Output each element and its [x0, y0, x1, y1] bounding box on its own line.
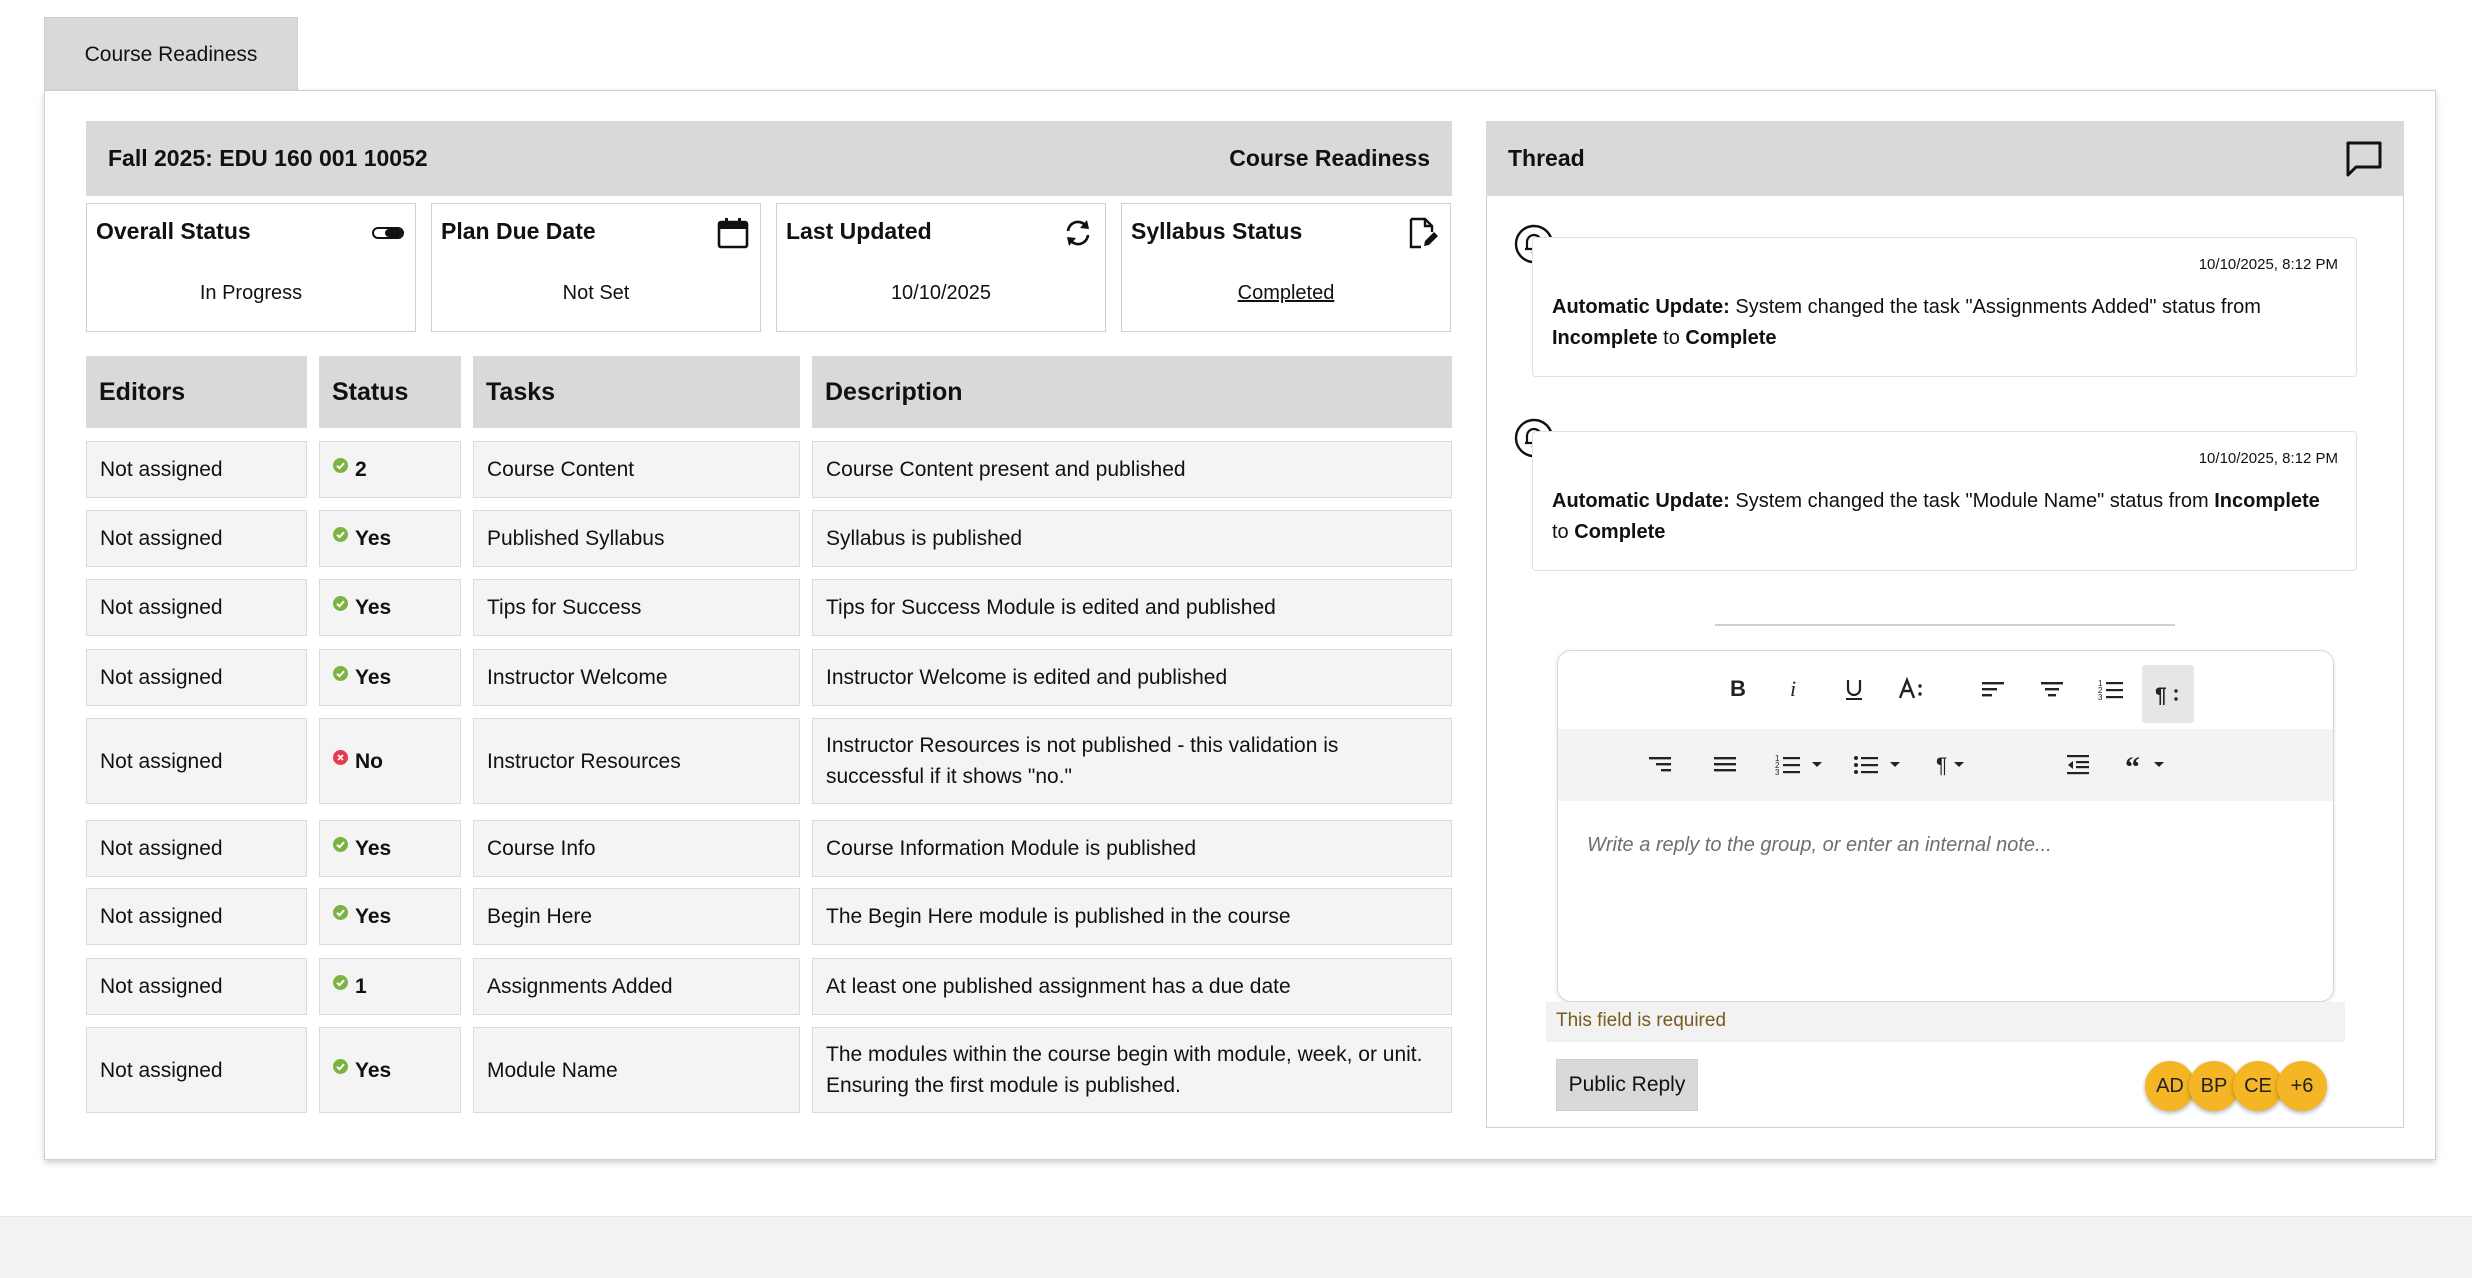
- section-label: Course Readiness: [1229, 145, 1430, 171]
- message-time: 10/10/2025, 8:12 PM: [2198, 450, 2338, 467]
- editor-cell: Not assigned: [86, 718, 307, 804]
- card-title: Syllabus Status: [1131, 218, 1303, 244]
- thread-message: [1532, 431, 2357, 571]
- ordered-list-dropdown[interactable]: [1770, 744, 1834, 784]
- status-cell: [319, 718, 461, 804]
- bullet-list-dropdown[interactable]: [1848, 744, 1912, 784]
- course-title: Fall 2025: EDU 160 001 10052: [108, 145, 428, 171]
- status-value: Yes: [355, 905, 392, 928]
- refresh-icon[interactable]: [1061, 216, 1095, 250]
- file-edit-icon: [1406, 216, 1440, 250]
- paragraph-style-dropdown[interactable]: [1930, 744, 1994, 784]
- align-right-button[interactable]: [1640, 744, 1680, 784]
- editor-cell: Not assigned: [86, 579, 307, 636]
- reply-input[interactable]: Write a reply to the group, or enter an internal note...: [1587, 834, 2052, 856]
- validation-error: This field is required: [1556, 1010, 1727, 1031]
- svg-text:“: “: [2125, 751, 2140, 777]
- svg-text:3: 3: [2098, 693, 2103, 702]
- card-title: Plan Due Date: [441, 218, 596, 244]
- message-text: Automatic Update: System changed the task "Module Name" status from Incomplete to Complete: [1552, 490, 2320, 543]
- header-description: Description: [812, 356, 1452, 428]
- status-cell: [319, 820, 461, 877]
- status-cell: [319, 441, 461, 498]
- italic-button[interactable]: [1774, 669, 1814, 709]
- underline-button[interactable]: [1834, 669, 1874, 709]
- header-status: Status: [319, 356, 461, 428]
- message-text: Automatic Update: System changed the task "Assignments Added" status from Incomplete to Complete: [1552, 296, 2261, 349]
- editor-cell: Not assigned: [86, 441, 307, 498]
- status-value: 2: [355, 458, 367, 481]
- check-circle-icon: [333, 905, 348, 920]
- editor-cell: Not assigned: [86, 1027, 307, 1113]
- description-cell: At least one published assignment has a due date: [812, 958, 1452, 1015]
- description-cell: The modules within the course begin with module, week, or unit. Ensuring the first module is published.: [812, 1027, 1452, 1113]
- svg-text:2: 2: [2098, 686, 2103, 695]
- outdent-button[interactable]: [2058, 744, 2098, 784]
- paragraph-format-button[interactable]: [2142, 665, 2194, 723]
- editor-toolbar-row-1: [1558, 651, 2333, 729]
- card-value: 10/10/2025: [890, 282, 992, 304]
- check-circle-icon: [333, 666, 348, 681]
- svg-text:3: 3: [1775, 768, 1780, 777]
- status-value: No: [355, 749, 383, 773]
- description-cell: Instructor Welcome is edited and published: [812, 649, 1452, 706]
- task-cell: Instructor Welcome: [473, 649, 800, 706]
- overall-status-card: [86, 203, 416, 332]
- thread-message: [1532, 237, 2357, 377]
- thread-header: [1486, 121, 2404, 196]
- reply-editor: [1557, 650, 2334, 1002]
- avatar[interactable]: AD: [2145, 1061, 2195, 1111]
- align-justify-button[interactable]: [1705, 744, 1745, 784]
- svg-text:¶: ¶: [2155, 684, 2167, 707]
- header-editors: Editors: [86, 356, 307, 428]
- description-cell: The Begin Here module is published in the course: [812, 888, 1452, 945]
- toggle-icon: [371, 216, 405, 250]
- status-cell: [319, 510, 461, 567]
- status-cell: [319, 958, 461, 1015]
- check-circle-icon: [333, 975, 348, 990]
- editor-cell: Not assigned: [86, 888, 307, 945]
- status-value: Yes: [355, 837, 392, 860]
- card-value: In Progress: [199, 282, 303, 304]
- bold-button[interactable]: [1716, 669, 1756, 709]
- numbered-list-button[interactable]: [2091, 669, 2131, 709]
- task-cell: Begin Here: [473, 888, 800, 945]
- avatar[interactable]: BP: [2189, 1061, 2239, 1111]
- plan-due-date-card: [431, 203, 761, 332]
- description-cell: Instructor Resources is not published - this validation is successful if it shows "no.": [812, 718, 1452, 804]
- status-value: Yes: [355, 527, 392, 550]
- svg-text:1: 1: [1775, 754, 1780, 763]
- last-updated-card: [776, 203, 1106, 332]
- editor-cell: Not assigned: [86, 958, 307, 1015]
- svg-text:B: B: [1730, 676, 1746, 701]
- card-value: Not Set: [562, 282, 630, 304]
- check-circle-icon: [333, 458, 348, 473]
- svg-text:¶: ¶: [1936, 754, 1948, 777]
- task-cell: Tips for Success: [473, 579, 800, 636]
- status-value: Yes: [355, 1058, 392, 1082]
- error-circle-icon: [333, 750, 348, 765]
- status-value: Yes: [355, 596, 392, 619]
- description-cell: Course Content present and published: [812, 441, 1452, 498]
- editor-cell: Not assigned: [86, 649, 307, 706]
- align-center-button[interactable]: [2032, 669, 2072, 709]
- syllabus-status-link[interactable]: Completed: [1237, 282, 1335, 304]
- chat-icon[interactable]: [2344, 139, 2384, 179]
- tab-course-readiness[interactable]: [44, 17, 298, 91]
- svg-text:2: 2: [1775, 761, 1780, 770]
- status-cell: [319, 579, 461, 636]
- syllabus-status-card: [1121, 203, 1451, 332]
- check-circle-icon: [333, 596, 348, 611]
- status-cell: [319, 1027, 461, 1113]
- course-header: [86, 121, 1452, 196]
- description-cell: Syllabus is published: [812, 510, 1452, 567]
- avatar-more[interactable]: +6: [2277, 1061, 2327, 1111]
- quote-dropdown[interactable]: [2120, 744, 2184, 784]
- font-size-button[interactable]: [1892, 669, 1932, 709]
- message-time: 10/10/2025, 8:12 PM: [2198, 256, 2338, 273]
- task-cell: Module Name: [473, 1027, 800, 1113]
- thread-title: Thread: [1508, 145, 1585, 171]
- public-reply-button[interactable]: Public Reply: [1556, 1059, 1698, 1111]
- tab-label: Course Readiness: [84, 42, 258, 66]
- editor-cell: Not assigned: [86, 820, 307, 877]
- check-circle-icon: [333, 837, 348, 852]
- status-cell: [319, 888, 461, 945]
- calendar-icon: [716, 216, 750, 250]
- card-title: Last Updated: [786, 218, 932, 244]
- description-cell: Tips for Success Module is edited and published: [812, 579, 1452, 636]
- svg-text:1: 1: [2098, 679, 2103, 688]
- svg-text:i: i: [1790, 676, 1797, 701]
- task-cell: Published Syllabus: [473, 510, 800, 567]
- task-cell: Course Content: [473, 441, 800, 498]
- description-cell: Course Information Module is published: [812, 820, 1452, 877]
- editor-toolbar-row-2: [1558, 729, 2333, 801]
- task-cell: Course Info: [473, 820, 800, 877]
- card-title: Overall Status: [96, 218, 251, 244]
- check-circle-icon: [333, 527, 348, 542]
- status-value: 1: [355, 975, 367, 998]
- page-footer: [0, 1216, 2472, 1278]
- divider: [1715, 624, 2175, 626]
- task-cell: Assignments Added: [473, 958, 800, 1015]
- status-value: Yes: [355, 666, 392, 689]
- align-left-button[interactable]: [1973, 669, 2013, 709]
- task-cell: Instructor Resources: [473, 718, 800, 804]
- check-circle-icon: [333, 1059, 348, 1074]
- avatar[interactable]: CE: [2233, 1061, 2283, 1111]
- header-tasks: Tasks: [473, 356, 800, 428]
- editor-cell: Not assigned: [86, 510, 307, 567]
- status-cell: [319, 649, 461, 706]
